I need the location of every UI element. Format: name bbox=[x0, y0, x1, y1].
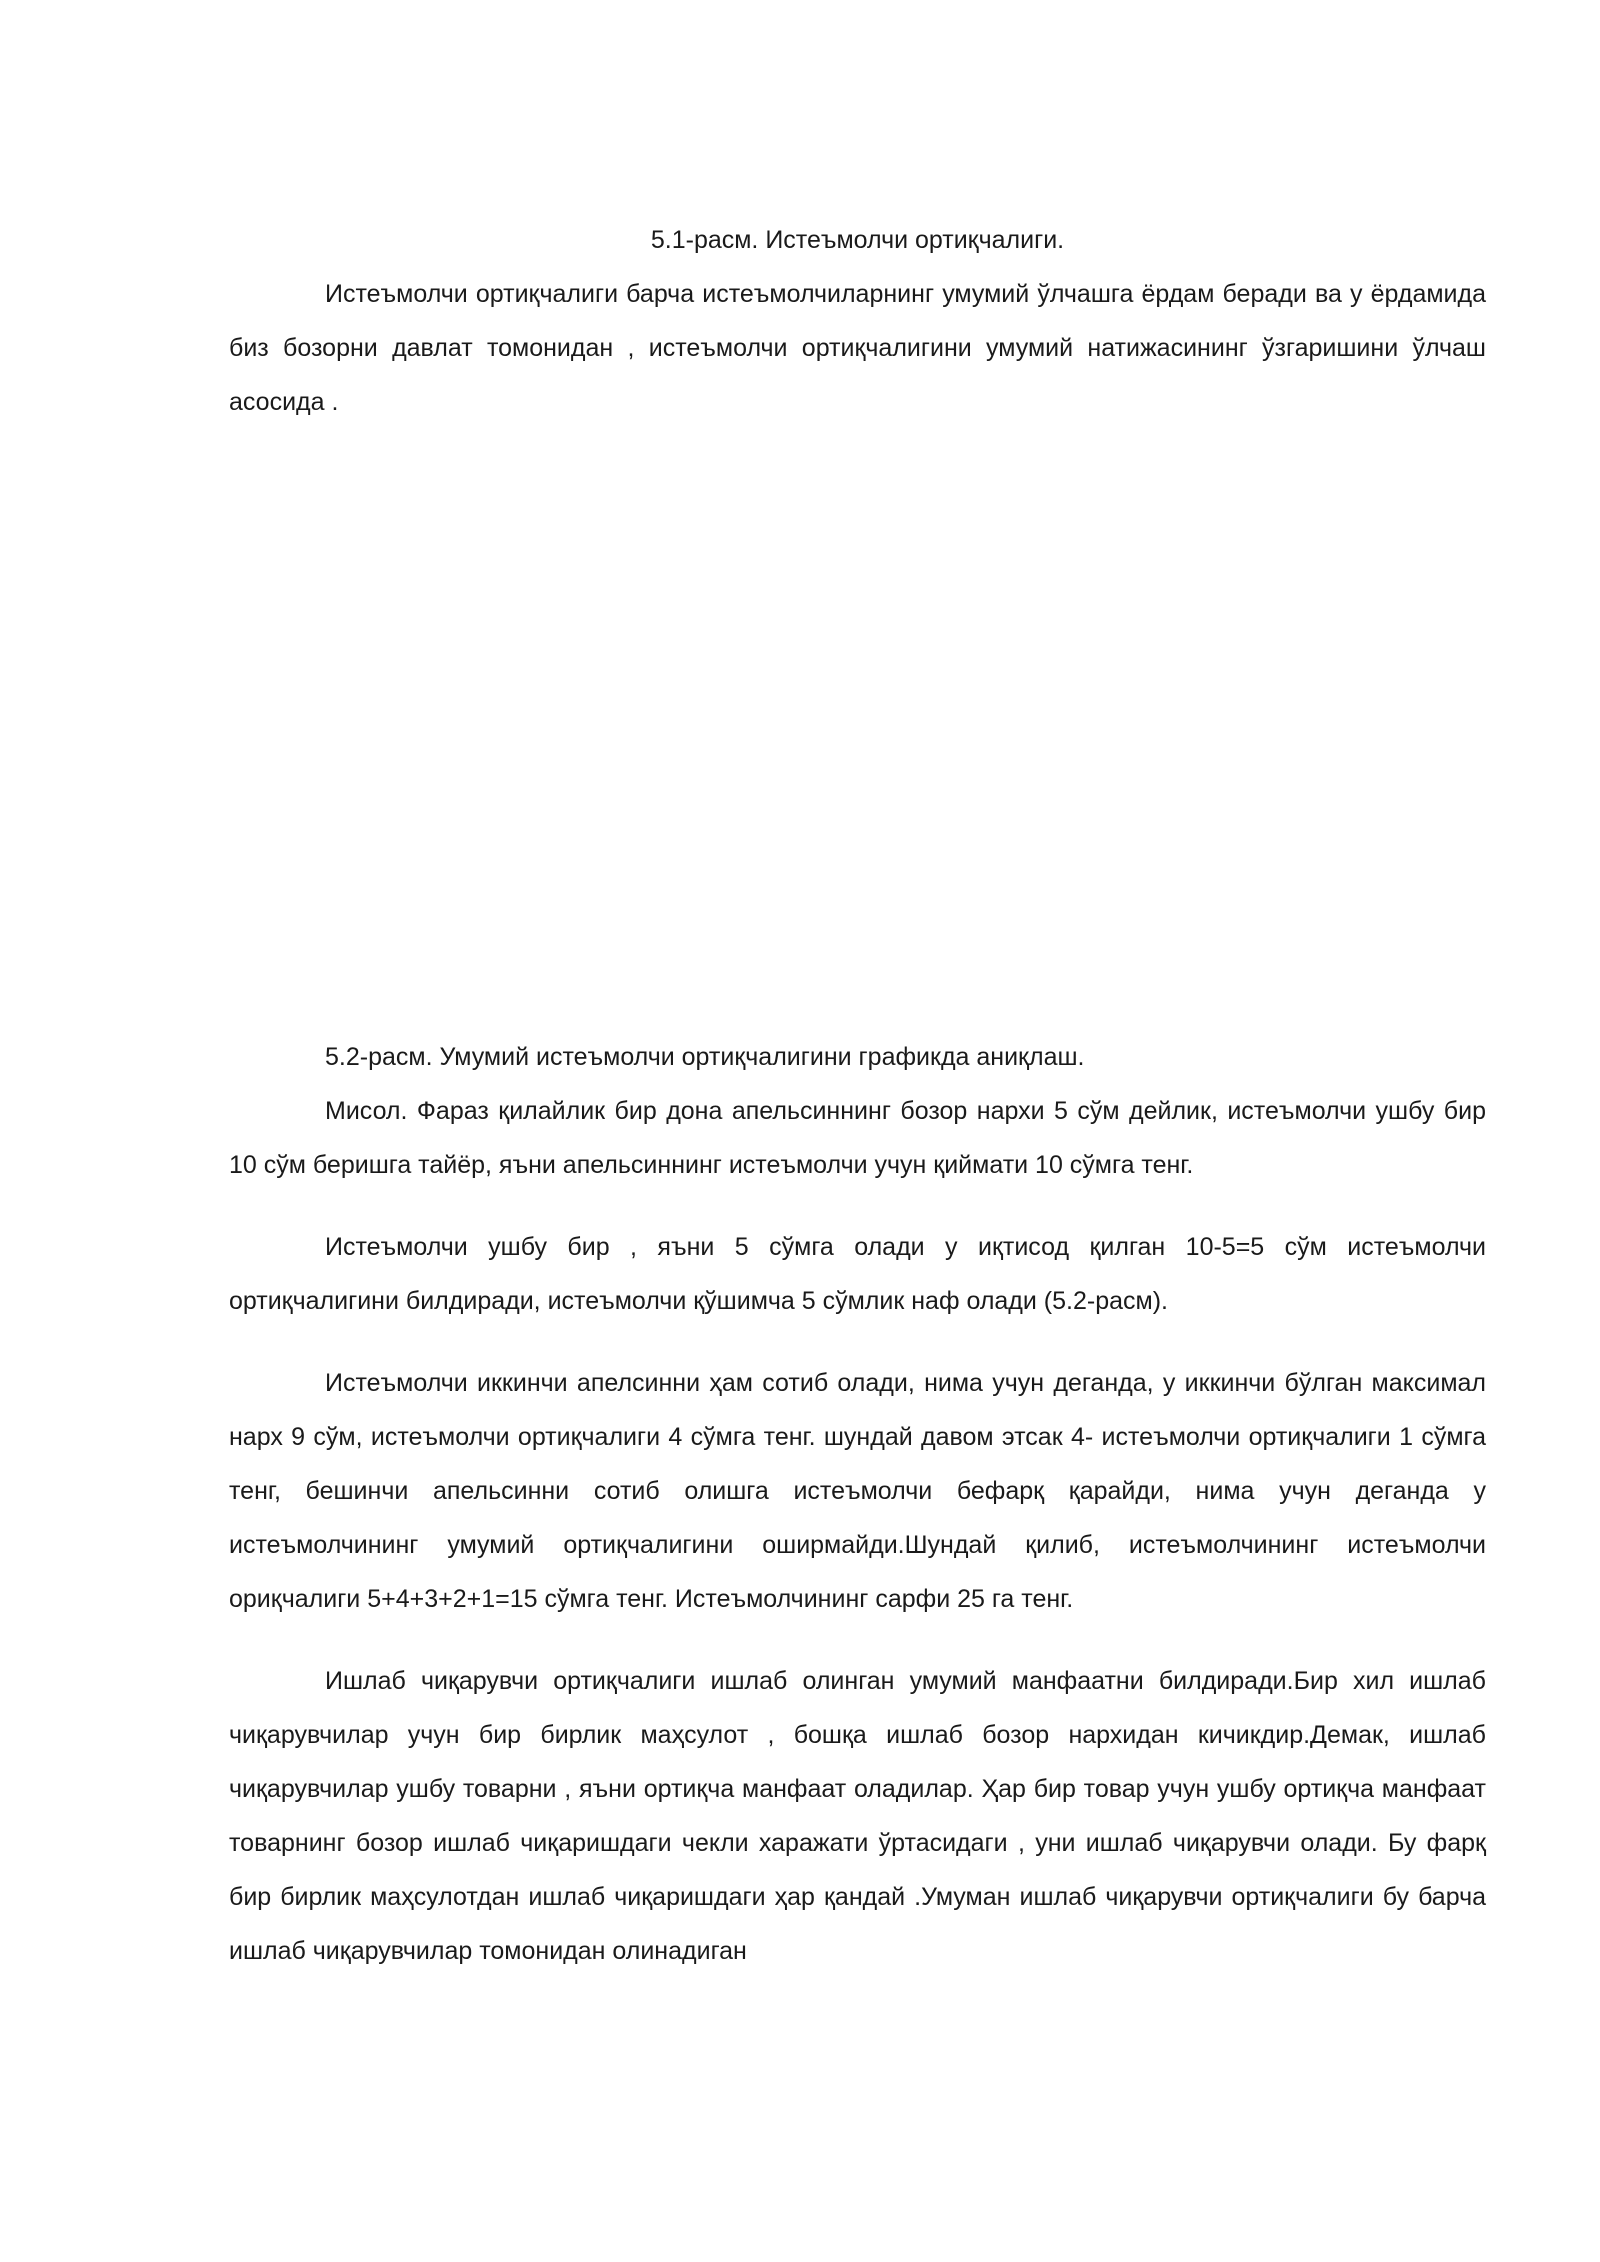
paragraph-example: Мисол. Фараз қилайлик бир дона апельсиннинг бозор нархи 5 сўм дейлик, истеъмолчи ушбу бир 10 сўм беришга тайёр, яъни апельсиннинг истеъмолчи учун қиймати 10 сўмга тенг. bbox=[229, 1097, 1486, 1179]
figure-5-2-caption: 5.2-расм. Умумий истеъмолчи ортиқчалигини графикда аниқлаш. bbox=[325, 1043, 1085, 1071]
section-figure-5-2 bbox=[229, 1030, 1486, 1978]
paragraph-consumer-surplus: Истеъмолчи ортиқчалиги барча истеъмолчиларнинг умумий ўлчашга ёрдам беради ва у ёрдамида биз бозорни давлат томонидан , истеъмолчи ортиқчалигини умумий натижасининг ўзгаришини ўлчаш асосида . bbox=[229, 280, 1486, 416]
paragraph-second-orange: Истеъмолчи иккинчи апелсинни ҳам сотиб олади, нима учун деганда, у иккинчи бўлган максимал нарх 9 сўм, истеъмолчи ортиқчалиги 4 сўмга тенг. шундай давом этсак 4- истеъмолчи ортиқчалиги 1 сўмга тенг, бешинчи апельсинни сотиб олишга истеъмолчи бефарқ қарайди, нима учун деганда у истеъмолчининг умумий ортиқчалигини оширмайди.Шундай қилиб, истеъмолчининг истеъмолчи ориқчалиги 5+4+3+2+1=15 сўмга тенг. Истеъмолчининг сарфи 25 га тенг. bbox=[229, 1369, 1486, 1613]
figure-5-2-placeholder bbox=[229, 450, 1486, 1010]
section-figure-5-1 bbox=[229, 213, 1486, 429]
paragraph-first-orange: Истеъмолчи ушбу бир , яъни 5 сўмга олади у иқтисод қилган 10-5=5 сўм истеъмолчи ортиқчалигини билдиради, истеъмолчи қўшимча 5 сўмлик наф олади (5.2-расм). bbox=[229, 1233, 1486, 1315]
figure-5-1-caption: 5.1-расм. Истеъмолчи ортиқчалиги. bbox=[650, 226, 1065, 254]
paragraph-producer-surplus: Ишлаб чиқарувчи ортиқчалиги ишлаб олинган умумий манфаатни билдиради.Бир хил ишлаб чиқарувчилар учун бир бирлик маҳсулот , бошқа ишлаб бозор нархидан кичикдир.Демак, ишлаб чиқарувчилар ушбу товарни , яъни ортиқча манфаат оладилар. Ҳар бир товар учун ушбу ортиқча манфаат товарнинг бозор ишлаб чиқаришдаги чекли харажати ўртасидаги , уни ишлаб чиқарувчи олади. Бу фарқ бир бирлик маҳсулотдан ишлаб чиқаришдаги ҳар қандай .Умуман ишлаб чиқарувчи ортиқчалиги бу барча ишлаб чиқарувчилар томонидан олинадиган bbox=[229, 1667, 1486, 1965]
